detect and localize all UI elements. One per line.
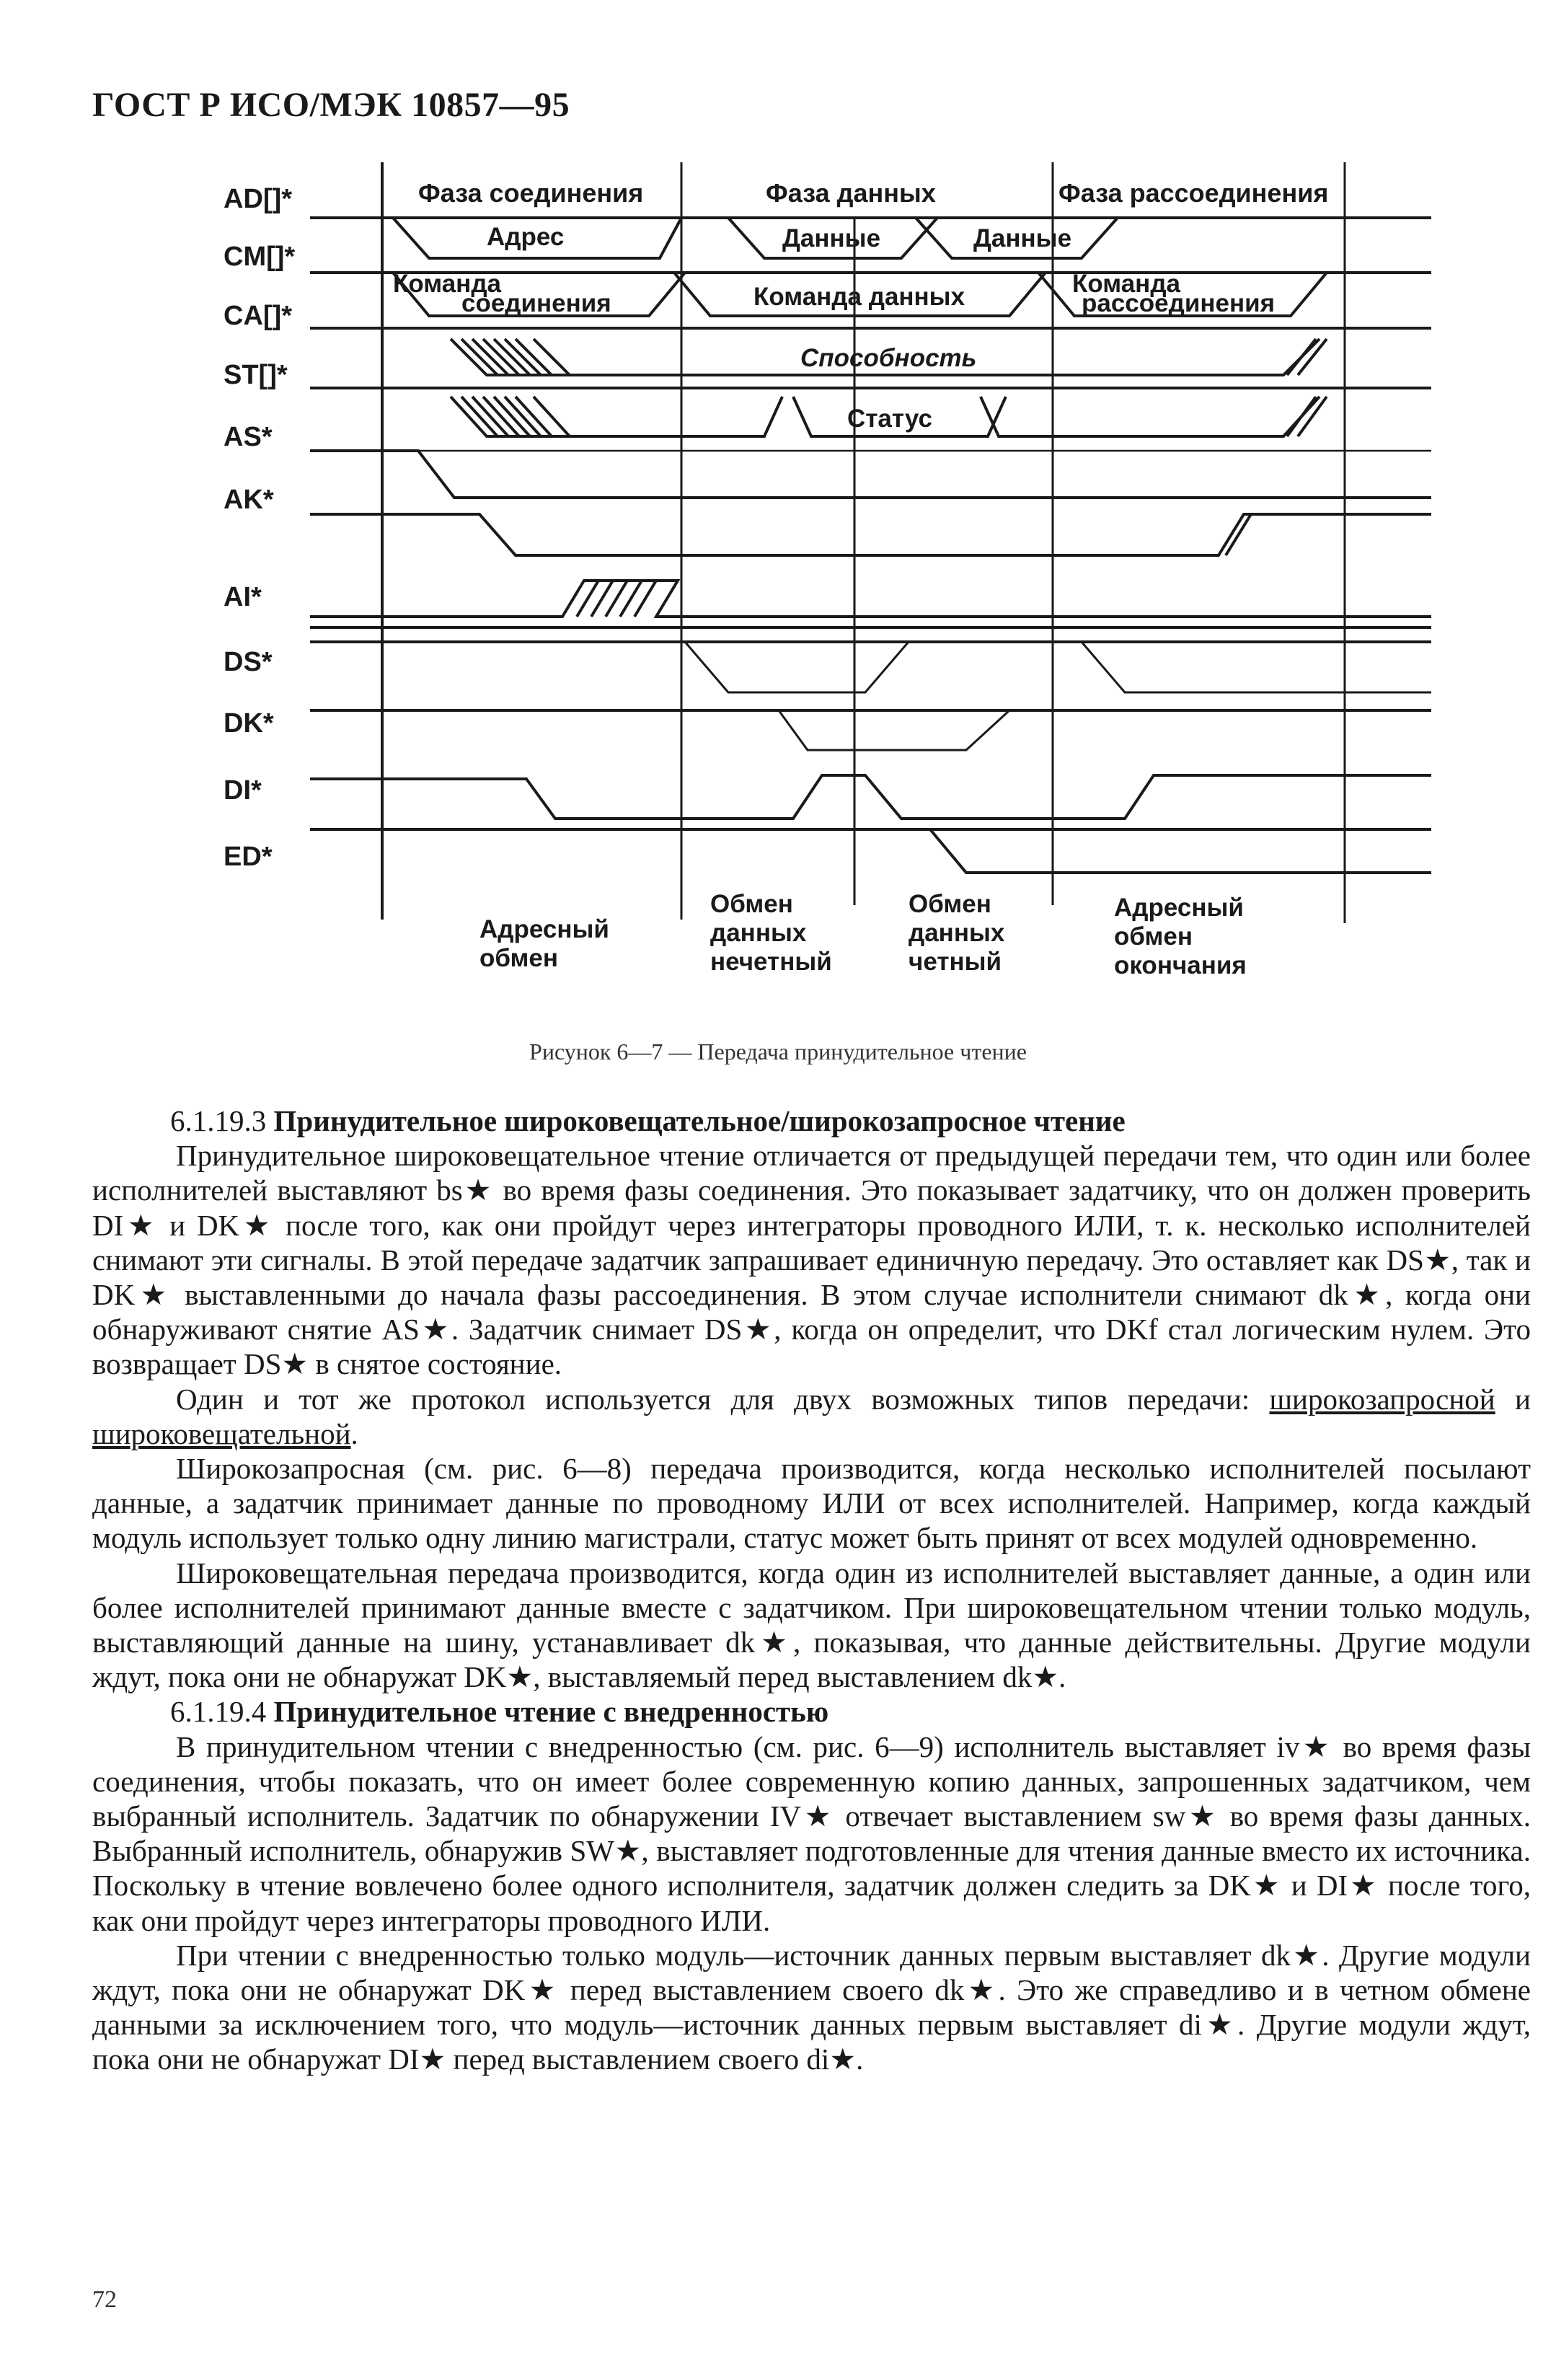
- figure-caption: Рисунок 6—7 — Передача принудительное чтение: [529, 1039, 1027, 1065]
- exchange-label: четный: [909, 948, 1002, 976]
- exchange-label: Обмен: [710, 890, 793, 918]
- exchange-label: Адресный: [1114, 894, 1244, 922]
- timing-diagram: [0, 0, 1556, 1024]
- exchange-label: окончания: [1114, 951, 1247, 979]
- bus-label-address: Адрес: [487, 223, 565, 251]
- bus-label-command: Команда: [393, 270, 501, 298]
- signal-label: DI*: [224, 775, 262, 806]
- section-title: Принудительное чтение с внедренностью: [273, 1695, 829, 1729]
- bus-label-data: Данные: [782, 224, 881, 252]
- signal-label: ED*: [224, 842, 273, 872]
- signal-label: AD[]*: [224, 184, 292, 214]
- phase-title: Фаза рассоединения: [1058, 178, 1329, 208]
- paragraph: Широковещательная передача производится, когда один из исполнителей выставляет данные, а один или более исполнителей принимают данные вместе с задатчиком. При широковещательном чтении только модуль, выставляющий данные на шину, устанавливает dk★, показывая, что данные действительны. Другие модули ждут, пока они не обнаружат DK★, выставляемый перед выставлением dk★.: [92, 1556, 1531, 1694]
- bus-label-command: рассоединения: [1082, 289, 1276, 317]
- bus-label-command: Команда: [1072, 270, 1180, 298]
- document-header: ГОСТ Р ИСО/МЭК 10857—95: [92, 86, 570, 124]
- section-title: Принудительное широковещательное/широкозапросное чтение: [273, 1104, 1126, 1137]
- section-heading: [92, 1694, 1531, 1729]
- underlined-term: широкозапросной: [1269, 1382, 1495, 1416]
- bus-label-command: Команда данных: [753, 283, 965, 311]
- exchange-label: Обмен: [909, 890, 991, 918]
- paragraph-text: Один и тот же протокол используется для двух возможных типов передачи:: [176, 1382, 1270, 1416]
- bus-label-command: соединения: [461, 289, 611, 317]
- bus-label-data: Данные: [973, 224, 1072, 252]
- underlined-term: широковещательной: [92, 1416, 351, 1450]
- section-heading: [92, 1103, 1531, 1138]
- section-number: 6.1.19.3: [170, 1104, 267, 1137]
- signal-label: DS*: [224, 647, 273, 677]
- signal-label: AS*: [224, 422, 273, 452]
- exchange-label: обмен: [479, 944, 559, 972]
- phase-title: Фаза соединения: [418, 178, 644, 208]
- exchange-label: данных: [909, 919, 1005, 947]
- signal-label: DK*: [224, 708, 274, 739]
- paragraph: [92, 1382, 1531, 1451]
- paragraph: Принудительное широковещательное чтение отличается от предыдущей передачи тем, что один или более исполнителей выставляют bs★ во время фазы соединения. Это показывает задатчику, что он должен проверить DI★ и DK★ после того, как они пройдут через интеграторы проводного ИЛИ, т. к. несколько исполнителей снимают эти сигналы. В этой передаче задатчик запрашивает единичную передачу. Это оставляет как DS★, так и DK★ выставленными до начала фазы рассоединения. В этом случае исполнители снимают dk★, когда они обнаруживают снятие AS★. Задатчик снимает DS★, когда он определит, что DKf стал логическим нулем. Это возвращает DS★ в снятое состояние.: [92, 1139, 1531, 1381]
- signal-label: CM[]*: [224, 242, 296, 272]
- paragraph: Широкозапросная (см. рис. 6—8) передача производится, когда несколько исполнителей посылают данные, а задатчик принимает данные по проводному ИЛИ от всех исполнителей. Например, когда каждый модуль использует только одну линию магистрали, статус может быть принят от всех модулей одновременно.: [92, 1452, 1531, 1555]
- signal-label: AK*: [224, 485, 274, 515]
- signal-label: ST[]*: [224, 360, 288, 390]
- bus-label-status: Статус: [847, 405, 932, 433]
- phase-title: Фаза данных: [766, 178, 936, 208]
- exchange-label: нечетный: [710, 948, 832, 976]
- section-number: 6.1.19.4: [170, 1695, 267, 1729]
- paragraph-text: .: [350, 1416, 358, 1450]
- exchange-label: Адресный: [479, 915, 609, 943]
- paragraph: При чтении с внедренностью только модуль—источник данных первым выставляет dk★. Другие модули ждут, пока они не обнаружат DK★ перед выставлением своего dk★. Это же справедливо и в четном обмене данными за исключением того, что модуль—источник данных первым выставляет di★. Другие модули ждут, пока они не обнаружат DI★ перед выставлением своего di★.: [92, 1938, 1531, 2076]
- page-number: 72: [92, 2286, 117, 2313]
- signal-label: CA[]*: [224, 301, 292, 331]
- signal-label: AI*: [224, 582, 262, 612]
- body-text: [92, 1103, 1531, 2077]
- bus-label-capability: Способность: [800, 344, 977, 372]
- paragraph: В принудительном чтении с внедренностью (см. рис. 6—9) исполнитель выставляет iv★ во время фазы соединения, чтобы показать, что он имеет более современную копию данных, запрошенных задатчиком, чем выбранный исполнитель. Задатчик по обнаружении IV★ отвечает выставлением sw★ во время фазы данных. Выбранный исполнитель, обнаружив SW★, выставляет подготовленные для чтения данные вместо их источника. Поскольку в чтение вовлечено более одного исполнителя, задатчик должен следить за DK★ и DI★ после того, как они пройдут через интеграторы проводного ИЛИ.: [92, 1729, 1531, 1937]
- exchange-label: данных: [710, 919, 807, 947]
- exchange-label: обмен: [1114, 922, 1193, 951]
- paragraph-text: и: [1495, 1382, 1531, 1416]
